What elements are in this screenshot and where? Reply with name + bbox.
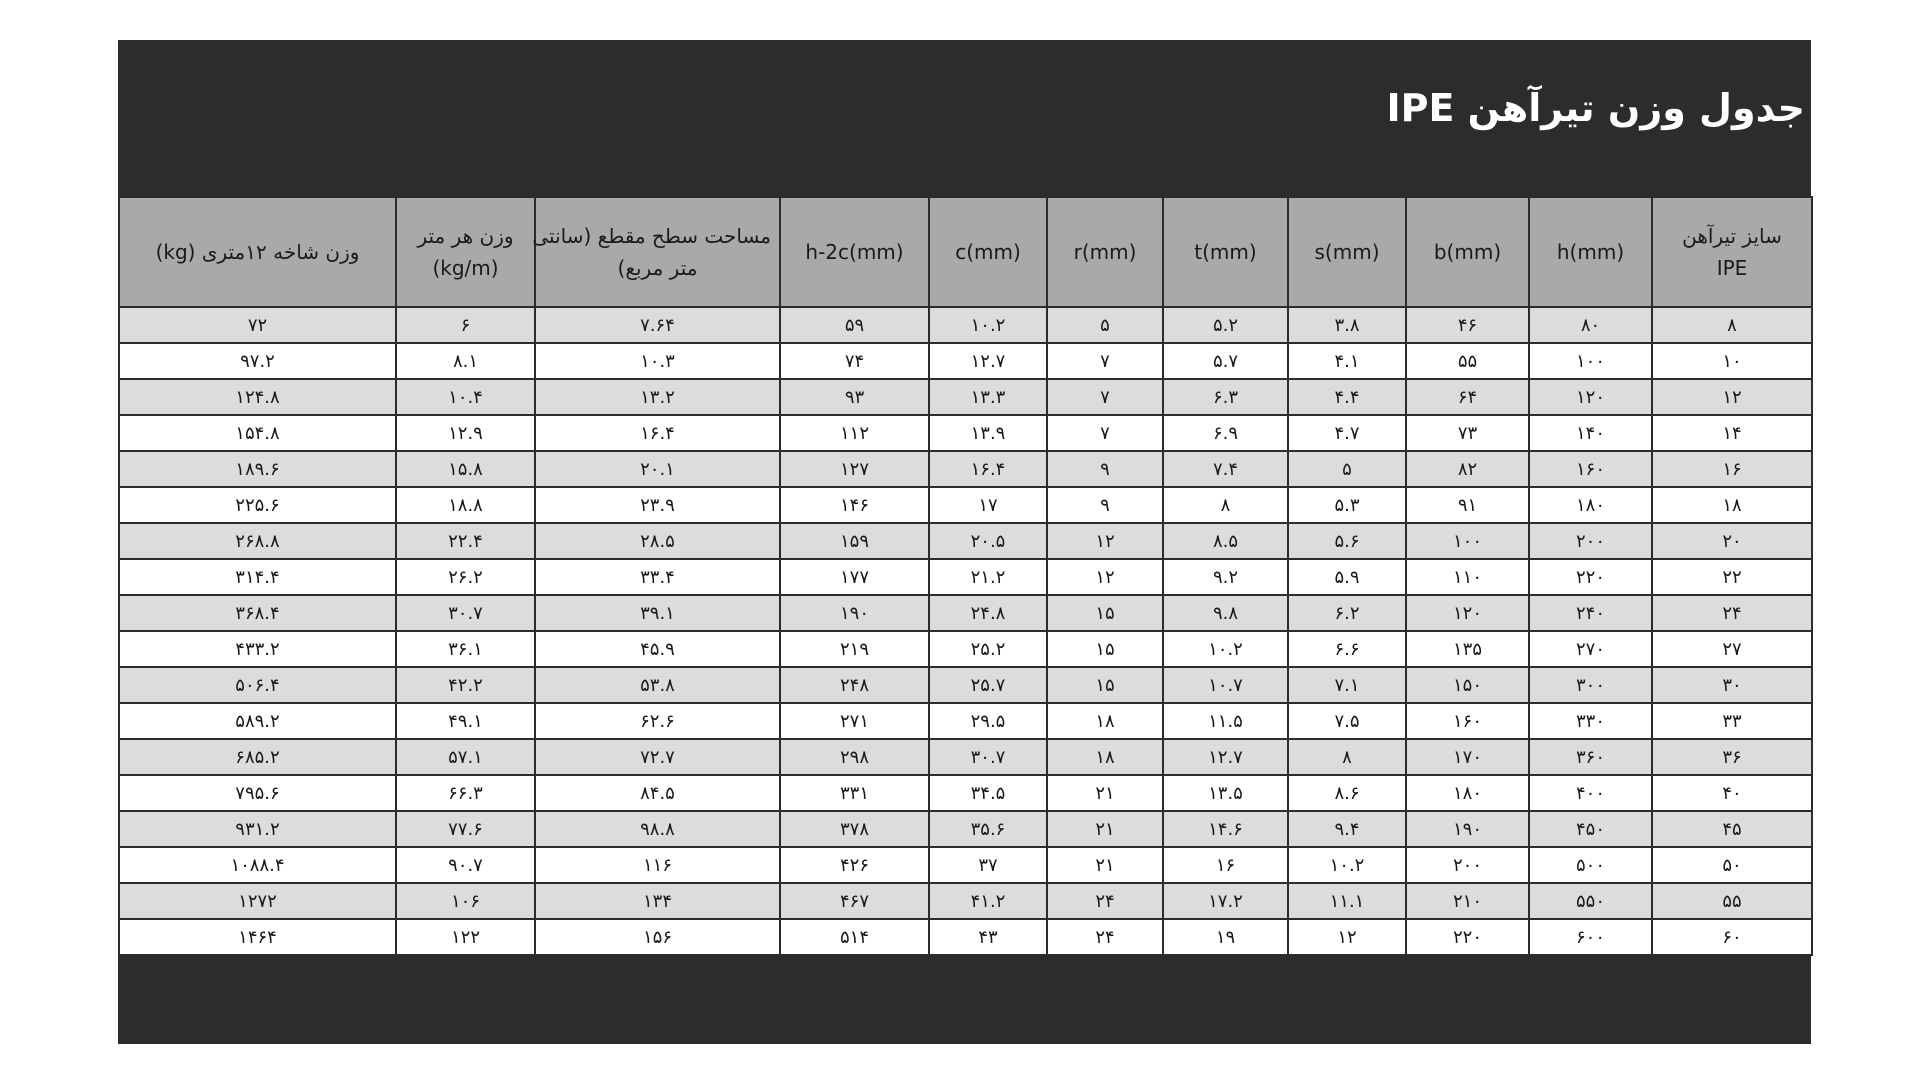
table-row bbox=[119, 559, 1812, 595]
cell-h: ۴۵۰ bbox=[1529, 811, 1652, 847]
cell-s: ۶.۲ bbox=[1288, 595, 1406, 631]
column-header-line1: وزن شاخه ۱۲متری (kg) bbox=[155, 240, 360, 264]
cell-weight-per-meter: ۵۷.۱ bbox=[396, 739, 535, 775]
cell-c: ۱۲.۷ bbox=[929, 343, 1047, 379]
cell-t: ۱۰.۲ bbox=[1163, 631, 1288, 667]
cell-weight-per-meter: ۴۲.۲ bbox=[396, 667, 535, 703]
cell-b: ۱۸۰ bbox=[1406, 775, 1529, 811]
cell-h-2c: ۹۳ bbox=[780, 379, 929, 415]
cell-s: ۷.۱ bbox=[1288, 667, 1406, 703]
column-header-line1: h-2c(mm) bbox=[805, 240, 904, 264]
cell-weight-12m: ۱۵۴.۸ bbox=[119, 415, 396, 451]
cell-area: ۷۲.۷ bbox=[535, 739, 780, 775]
cell-b: ۱۲۰ bbox=[1406, 595, 1529, 631]
table-container bbox=[118, 196, 1811, 956]
cell-r: ۲۱ bbox=[1047, 775, 1163, 811]
cell-t: ۱۲.۷ bbox=[1163, 739, 1288, 775]
cell-weight-per-meter: ۱۰۶ bbox=[396, 883, 535, 919]
cell-size: ۳۰ bbox=[1652, 667, 1812, 703]
cell-weight-per-meter: ۲۶.۲ bbox=[396, 559, 535, 595]
cell-s: ۵ bbox=[1288, 451, 1406, 487]
cell-area: ۶۲.۶ bbox=[535, 703, 780, 739]
cell-t: ۵.۲ bbox=[1163, 307, 1288, 343]
cell-t: ۹.۸ bbox=[1163, 595, 1288, 631]
column-header-t bbox=[1163, 197, 1288, 307]
cell-weight-per-meter: ۱۸.۸ bbox=[396, 487, 535, 523]
cell-size: ۲۴ bbox=[1652, 595, 1812, 631]
cell-h-2c: ۴۶۷ bbox=[780, 883, 929, 919]
cell-c: ۴۳ bbox=[929, 919, 1047, 955]
cell-c: ۳۵.۶ bbox=[929, 811, 1047, 847]
cell-s: ۹.۴ bbox=[1288, 811, 1406, 847]
cell-r: ۹ bbox=[1047, 451, 1163, 487]
cell-size: ۴۵ bbox=[1652, 811, 1812, 847]
header-row bbox=[119, 197, 1812, 307]
cell-weight-12m: ۷۹۵.۶ bbox=[119, 775, 396, 811]
cell-h-2c: ۵۹ bbox=[780, 307, 929, 343]
cell-r: ۱۵ bbox=[1047, 631, 1163, 667]
cell-weight-12m: ۴۳۳.۲ bbox=[119, 631, 396, 667]
column-header-r bbox=[1047, 197, 1163, 307]
cell-weight-12m: ۹۷.۲ bbox=[119, 343, 396, 379]
cell-weight-per-meter: ۳۶.۱ bbox=[396, 631, 535, 667]
cell-c: ۲۵.۲ bbox=[929, 631, 1047, 667]
cell-t: ۷.۴ bbox=[1163, 451, 1288, 487]
cell-h: ۱۴۰ bbox=[1529, 415, 1652, 451]
cell-size: ۴۰ bbox=[1652, 775, 1812, 811]
cell-size: ۳۳ bbox=[1652, 703, 1812, 739]
cell-weight-12m: ۳۱۴.۴ bbox=[119, 559, 396, 595]
cell-h: ۶۰۰ bbox=[1529, 919, 1652, 955]
cell-b: ۱۷۰ bbox=[1406, 739, 1529, 775]
cell-h-2c: ۱۲۷ bbox=[780, 451, 929, 487]
cell-s: ۸ bbox=[1288, 739, 1406, 775]
cell-b: ۱۳۵ bbox=[1406, 631, 1529, 667]
cell-weight-12m: ۱۲۷۲ bbox=[119, 883, 396, 919]
cell-h-2c: ۲۹۸ bbox=[780, 739, 929, 775]
cell-t: ۸ bbox=[1163, 487, 1288, 523]
cell-r: ۷ bbox=[1047, 415, 1163, 451]
cell-s: ۱۱.۱ bbox=[1288, 883, 1406, 919]
cell-b: ۱۵۰ bbox=[1406, 667, 1529, 703]
table-row bbox=[119, 811, 1812, 847]
column-header-line1: سایز تیرآهن bbox=[1682, 224, 1782, 248]
cell-c: ۲۰.۵ bbox=[929, 523, 1047, 559]
cell-weight-per-meter: ۲۲.۴ bbox=[396, 523, 535, 559]
cell-c: ۱۰.۲ bbox=[929, 307, 1047, 343]
cell-h-2c: ۲۷۱ bbox=[780, 703, 929, 739]
cell-r: ۲۱ bbox=[1047, 811, 1163, 847]
cell-r: ۵ bbox=[1047, 307, 1163, 343]
cell-b: ۱۱۰ bbox=[1406, 559, 1529, 595]
cell-r: ۹ bbox=[1047, 487, 1163, 523]
cell-weight-12m: ۹۳۱.۲ bbox=[119, 811, 396, 847]
cell-r: ۷ bbox=[1047, 379, 1163, 415]
cell-h: ۱۲۰ bbox=[1529, 379, 1652, 415]
cell-h: ۱۸۰ bbox=[1529, 487, 1652, 523]
cell-r: ۱۸ bbox=[1047, 739, 1163, 775]
cell-t: ۱۴.۶ bbox=[1163, 811, 1288, 847]
cell-h: ۳۳۰ bbox=[1529, 703, 1652, 739]
cell-area: ۲۰.۱ bbox=[535, 451, 780, 487]
cell-c: ۳۷ bbox=[929, 847, 1047, 883]
cell-h-2c: ۷۴ bbox=[780, 343, 929, 379]
cell-area: ۵۳.۸ bbox=[535, 667, 780, 703]
table-row bbox=[119, 379, 1812, 415]
cell-area: ۲۸.۵ bbox=[535, 523, 780, 559]
cell-t: ۱۰.۷ bbox=[1163, 667, 1288, 703]
column-header-weight-12m bbox=[119, 197, 396, 307]
cell-weight-per-meter: ۷۷.۶ bbox=[396, 811, 535, 847]
cell-s: ۱۲ bbox=[1288, 919, 1406, 955]
cell-size: ۵۰ bbox=[1652, 847, 1812, 883]
cell-s: ۶.۶ bbox=[1288, 631, 1406, 667]
cell-weight-12m: ۵۰۶.۴ bbox=[119, 667, 396, 703]
cell-area: ۸۴.۵ bbox=[535, 775, 780, 811]
cell-h: ۳۰۰ bbox=[1529, 667, 1652, 703]
cell-h: ۵۵۰ bbox=[1529, 883, 1652, 919]
cell-t: ۱۷.۲ bbox=[1163, 883, 1288, 919]
cell-size: ۸ bbox=[1652, 307, 1812, 343]
cell-c: ۲۵.۷ bbox=[929, 667, 1047, 703]
cell-b: ۱۶۰ bbox=[1406, 703, 1529, 739]
cell-weight-12m: ۳۶۸.۴ bbox=[119, 595, 396, 631]
cell-h-2c: ۵۱۴ bbox=[780, 919, 929, 955]
table-row bbox=[119, 847, 1812, 883]
cell-s: ۴.۴ bbox=[1288, 379, 1406, 415]
column-header-line1: h(mm) bbox=[1556, 240, 1625, 264]
cell-s: ۱۰.۲ bbox=[1288, 847, 1406, 883]
cell-size: ۱۸ bbox=[1652, 487, 1812, 523]
cell-c: ۱۶.۴ bbox=[929, 451, 1047, 487]
cell-area: ۲۳.۹ bbox=[535, 487, 780, 523]
cell-weight-per-meter: ۱۲۲ bbox=[396, 919, 535, 955]
column-header-line1: t(mm) bbox=[1194, 240, 1257, 264]
cell-t: ۹.۲ bbox=[1163, 559, 1288, 595]
cell-b: ۴۶ bbox=[1406, 307, 1529, 343]
cell-b: ۱۹۰ bbox=[1406, 811, 1529, 847]
column-header-h bbox=[1529, 197, 1652, 307]
cell-b: ۲۲۰ bbox=[1406, 919, 1529, 955]
cell-size: ۳۶ bbox=[1652, 739, 1812, 775]
cell-c: ۲۹.۵ bbox=[929, 703, 1047, 739]
cell-h: ۱۰۰ bbox=[1529, 343, 1652, 379]
cell-h-2c: ۲۱۹ bbox=[780, 631, 929, 667]
cell-area: ۴۵.۹ bbox=[535, 631, 780, 667]
table-row bbox=[119, 631, 1812, 667]
cell-s: ۳.۸ bbox=[1288, 307, 1406, 343]
cell-weight-per-meter: ۱۲.۹ bbox=[396, 415, 535, 451]
cell-area: ۷.۶۴ bbox=[535, 307, 780, 343]
cell-r: ۱۵ bbox=[1047, 667, 1163, 703]
cell-h-2c: ۱۴۶ bbox=[780, 487, 929, 523]
cell-c: ۲۱.۲ bbox=[929, 559, 1047, 595]
cell-area: ۱۶.۴ bbox=[535, 415, 780, 451]
cell-h: ۲۷۰ bbox=[1529, 631, 1652, 667]
cell-c: ۳۰.۷ bbox=[929, 739, 1047, 775]
cell-t: ۸.۵ bbox=[1163, 523, 1288, 559]
cell-weight-12m: ۵۸۹.۲ bbox=[119, 703, 396, 739]
cell-t: ۵.۷ bbox=[1163, 343, 1288, 379]
cell-h-2c: ۳۳۱ bbox=[780, 775, 929, 811]
table-row bbox=[119, 775, 1812, 811]
cell-h-2c: ۲۴۸ bbox=[780, 667, 929, 703]
header-band bbox=[118, 40, 1811, 196]
cell-h: ۲۰۰ bbox=[1529, 523, 1652, 559]
cell-size: ۱۶ bbox=[1652, 451, 1812, 487]
cell-weight-per-meter: ۳۰.۷ bbox=[396, 595, 535, 631]
cell-c: ۳۴.۵ bbox=[929, 775, 1047, 811]
cell-c: ۱۳.۹ bbox=[929, 415, 1047, 451]
cell-h: ۳۶۰ bbox=[1529, 739, 1652, 775]
table-row bbox=[119, 667, 1812, 703]
cell-r: ۲۴ bbox=[1047, 883, 1163, 919]
column-header-size bbox=[1652, 197, 1812, 307]
column-header-line1: وزن هر متر bbox=[417, 224, 514, 248]
cell-area: ۹۸.۸ bbox=[535, 811, 780, 847]
cell-b: ۲۱۰ bbox=[1406, 883, 1529, 919]
cell-weight-12m: ۱۴۶۴ bbox=[119, 919, 396, 955]
table-row bbox=[119, 415, 1812, 451]
cell-c: ۲۴.۸ bbox=[929, 595, 1047, 631]
cell-c: ۱۷ bbox=[929, 487, 1047, 523]
page-title: جدول وزن تیرآهن IPE bbox=[1386, 86, 1805, 130]
cell-weight-12m: ۲۲۵.۶ bbox=[119, 487, 396, 523]
cell-b: ۲۰۰ bbox=[1406, 847, 1529, 883]
cell-c: ۱۳.۳ bbox=[929, 379, 1047, 415]
table-row bbox=[119, 919, 1812, 955]
cell-area: ۱۰.۳ bbox=[535, 343, 780, 379]
cell-weight-per-meter: ۱۵.۸ bbox=[396, 451, 535, 487]
cell-b: ۹۱ bbox=[1406, 487, 1529, 523]
cell-area: ۱۱۶ bbox=[535, 847, 780, 883]
cell-h-2c: ۴۲۶ bbox=[780, 847, 929, 883]
cell-t: ۶.۹ bbox=[1163, 415, 1288, 451]
cell-weight-per-meter: ۱۰.۴ bbox=[396, 379, 535, 415]
column-header-b bbox=[1406, 197, 1529, 307]
cell-b: ۷۳ bbox=[1406, 415, 1529, 451]
cell-b: ۱۰۰ bbox=[1406, 523, 1529, 559]
cell-h: ۵۰۰ bbox=[1529, 847, 1652, 883]
cell-h-2c: ۱۱۲ bbox=[780, 415, 929, 451]
cell-weight-12m: ۱۰۸۸.۴ bbox=[119, 847, 396, 883]
cell-b: ۵۵ bbox=[1406, 343, 1529, 379]
column-header-line2: IPE bbox=[1716, 256, 1748, 280]
cell-h: ۲۴۰ bbox=[1529, 595, 1652, 631]
cell-t: ۱۳.۵ bbox=[1163, 775, 1288, 811]
cell-weight-12m: ۱۲۴.۸ bbox=[119, 379, 396, 415]
table-header bbox=[119, 197, 1812, 307]
column-header-area bbox=[532, 197, 780, 307]
cell-t: ۱۹ bbox=[1163, 919, 1288, 955]
cell-h: ۸۰ bbox=[1529, 307, 1652, 343]
cell-area: ۱۳.۲ bbox=[535, 379, 780, 415]
cell-h-2c: ۳۷۸ bbox=[780, 811, 929, 847]
cell-weight-12m: ۲۶۸.۸ bbox=[119, 523, 396, 559]
cell-size: ۵۵ bbox=[1652, 883, 1812, 919]
cell-weight-per-meter: ۶۶.۳ bbox=[396, 775, 535, 811]
cell-r: ۱۲ bbox=[1047, 559, 1163, 595]
table-row bbox=[119, 451, 1812, 487]
cell-weight-per-meter: ۸.۱ bbox=[396, 343, 535, 379]
cell-area: ۳۹.۱ bbox=[535, 595, 780, 631]
cell-s: ۸.۶ bbox=[1288, 775, 1406, 811]
cell-size: ۲۲ bbox=[1652, 559, 1812, 595]
column-header-line2: (kg/m) bbox=[432, 256, 499, 280]
cell-s: ۵.۶ bbox=[1288, 523, 1406, 559]
table-row bbox=[119, 487, 1812, 523]
cell-t: ۱۶ bbox=[1163, 847, 1288, 883]
cell-r: ۱۲ bbox=[1047, 523, 1163, 559]
cell-size: ۱۴ bbox=[1652, 415, 1812, 451]
cell-area: ۱۵۶ bbox=[535, 919, 780, 955]
cell-c: ۴۱.۲ bbox=[929, 883, 1047, 919]
ipe-weight-table bbox=[118, 196, 1813, 956]
table-row bbox=[119, 883, 1812, 919]
table-row bbox=[119, 307, 1812, 343]
cell-r: ۱۸ bbox=[1047, 703, 1163, 739]
cell-size: ۱۲ bbox=[1652, 379, 1812, 415]
table-row bbox=[119, 739, 1812, 775]
cell-h-2c: ۱۹۰ bbox=[780, 595, 929, 631]
cell-s: ۴.۷ bbox=[1288, 415, 1406, 451]
cell-size: ۱۰ bbox=[1652, 343, 1812, 379]
cell-r: ۷ bbox=[1047, 343, 1163, 379]
cell-h: ۲۲۰ bbox=[1529, 559, 1652, 595]
column-header-line1: b(mm) bbox=[1433, 240, 1502, 264]
cell-s: ۷.۵ bbox=[1288, 703, 1406, 739]
cell-area: ۱۳۴ bbox=[535, 883, 780, 919]
cell-area: ۳۳.۴ bbox=[535, 559, 780, 595]
cell-weight-per-meter: ۴۹.۱ bbox=[396, 703, 535, 739]
cell-size: ۲۷ bbox=[1652, 631, 1812, 667]
cell-size: ۶۰ bbox=[1652, 919, 1812, 955]
cell-t: ۱۱.۵ bbox=[1163, 703, 1288, 739]
table-row bbox=[119, 523, 1812, 559]
cell-weight-per-meter: ۹۰.۷ bbox=[396, 847, 535, 883]
cell-s: ۵.۹ bbox=[1288, 559, 1406, 595]
cell-h: ۴۰۰ bbox=[1529, 775, 1652, 811]
cell-weight-12m: ۱۸۹.۶ bbox=[119, 451, 396, 487]
cell-weight-12m: ۷۲ bbox=[119, 307, 396, 343]
cell-weight-per-meter: ۶ bbox=[396, 307, 535, 343]
table-row bbox=[119, 703, 1812, 739]
cell-s: ۵.۳ bbox=[1288, 487, 1406, 523]
column-header-weight-per-meter bbox=[396, 197, 535, 307]
cell-r: ۲۴ bbox=[1047, 919, 1163, 955]
cell-r: ۱۵ bbox=[1047, 595, 1163, 631]
cell-b: ۸۲ bbox=[1406, 451, 1529, 487]
cell-r: ۲۱ bbox=[1047, 847, 1163, 883]
column-header-s bbox=[1288, 197, 1406, 307]
cell-size: ۲۰ bbox=[1652, 523, 1812, 559]
column-header-h-2c bbox=[780, 197, 929, 307]
column-header-line1: r(mm) bbox=[1073, 240, 1137, 264]
cell-h: ۱۶۰ bbox=[1529, 451, 1652, 487]
table-row bbox=[119, 343, 1812, 379]
cell-weight-12m: ۶۸۵.۲ bbox=[119, 739, 396, 775]
cell-h-2c: ۱۵۹ bbox=[780, 523, 929, 559]
column-header-line2: متر مربع) bbox=[617, 256, 698, 280]
cell-b: ۶۴ bbox=[1406, 379, 1529, 415]
column-header-line1: مساحت سطح مقطع (سانتی bbox=[532, 224, 771, 248]
cell-t: ۶.۳ bbox=[1163, 379, 1288, 415]
cell-h-2c: ۱۷۷ bbox=[780, 559, 929, 595]
column-header-line1: c(mm) bbox=[955, 240, 1021, 264]
column-header-c bbox=[929, 197, 1047, 307]
table-panel bbox=[118, 40, 1811, 1044]
table-body bbox=[119, 307, 1812, 955]
column-header-line1: s(mm) bbox=[1314, 240, 1380, 264]
table-row bbox=[119, 595, 1812, 631]
cell-s: ۴.۱ bbox=[1288, 343, 1406, 379]
